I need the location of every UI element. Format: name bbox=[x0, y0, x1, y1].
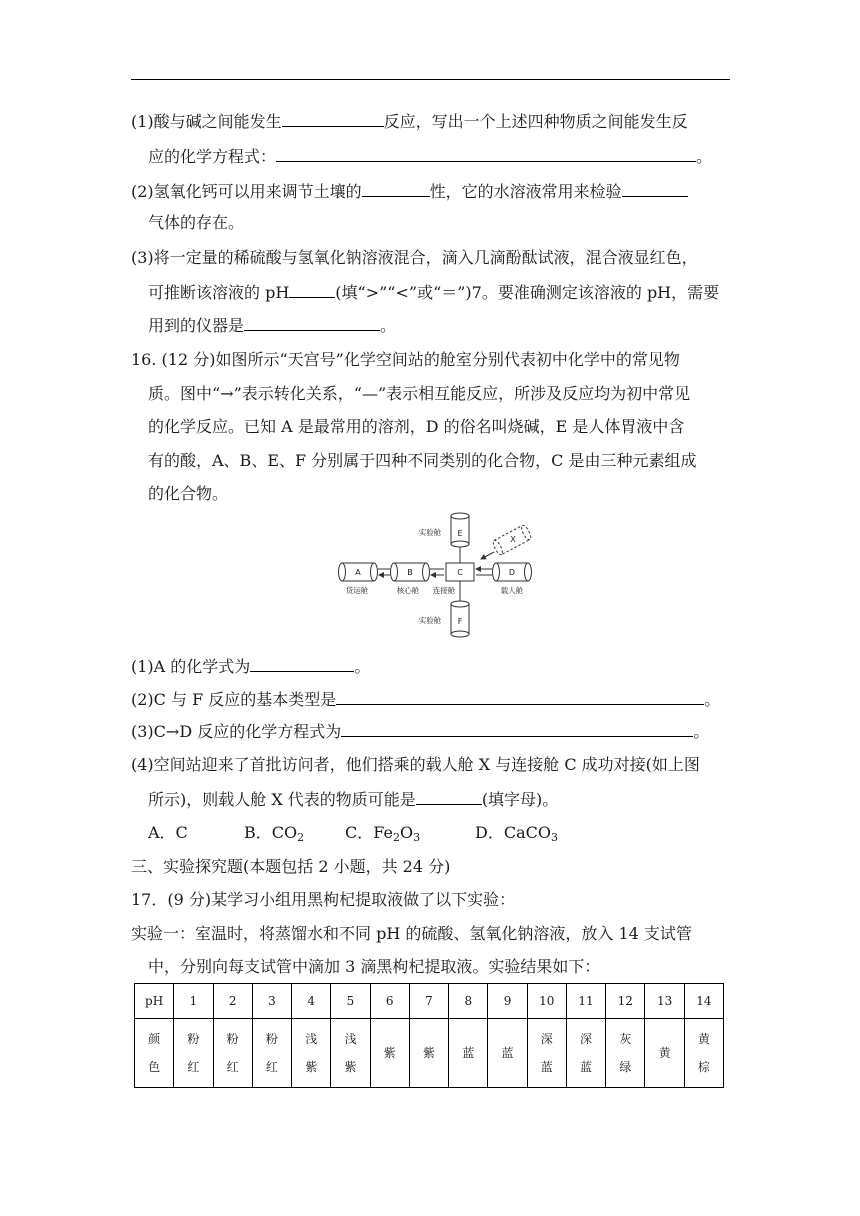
label-core-cabin: 核心舱 bbox=[396, 586, 420, 595]
table-cell-ph: 7 bbox=[409, 984, 448, 1019]
table-cell-color: 黄 棕 bbox=[684, 1019, 723, 1088]
table-cell-color: 黄 bbox=[645, 1019, 684, 1088]
table-cell-color: 浅 紫 bbox=[292, 1019, 331, 1088]
table-cell-color: 深 蓝 bbox=[566, 1019, 605, 1088]
label-crew-cabin: 载人舱 bbox=[500, 586, 524, 595]
q15-part3-line1: (3)将一定量的稀硫酸与氢氧化钠溶液混合，滴入几滴酚酞试液，混合液显红色， bbox=[131, 248, 698, 267]
label-connect-cabin: 连接舱 bbox=[432, 586, 456, 595]
ph-color-table bbox=[134, 983, 724, 1088]
q16-part3: (3)C→D 反应的化学方程式为 。 bbox=[131, 722, 710, 741]
cabin-f-top bbox=[451, 601, 469, 607]
q16-option-a: A．C bbox=[148, 823, 188, 842]
cabin-a-front bbox=[371, 563, 378, 581]
answer-blank[interactable] bbox=[276, 145, 696, 162]
table-header-color: 颜 色 bbox=[135, 1019, 174, 1088]
q16-intro-line5: 的化合物。 bbox=[148, 484, 229, 503]
table-cell-ph: 11 bbox=[566, 984, 605, 1019]
answer-blank[interactable] bbox=[416, 788, 482, 805]
q16-option-d: D．CaCO$_3$ bbox=[475, 823, 558, 844]
q15-part3-line2: 可推断该溶液的 pH (填“>”“<”或“＝”)7。要准确测定该溶液的 pH，需要 bbox=[148, 283, 720, 302]
arrow-x-to-c bbox=[481, 552, 494, 559]
q15-part1-line2: 应的化学方程式： 。 bbox=[148, 147, 713, 166]
table-cell-ph: 2 bbox=[213, 984, 252, 1019]
answer-blank[interactable] bbox=[336, 688, 704, 705]
q17-exp1-line1: 实验一：室温时，将蒸馏水和不同 pH 的硫酸、氢氧化钠溶液，放入 14 支试管 bbox=[131, 924, 692, 943]
q15-p1-text-c: 应的化学方程式： bbox=[148, 147, 277, 166]
q17-exp1-line2: 中，分别向每支试管中滴加 3 滴黑枸杞提取液。实验结果如下： bbox=[148, 957, 601, 976]
table-cell-ph: 9 bbox=[488, 984, 527, 1019]
answer-blank[interactable] bbox=[622, 180, 688, 197]
table-cell-ph: 1 bbox=[174, 984, 213, 1019]
table-cell-color: 蓝 bbox=[488, 1019, 527, 1088]
table-cell-color: 粉 红 bbox=[252, 1019, 291, 1088]
q16-intro-line1: 16. (12 分)如图所示“天宫号”化学空间站的舱室分别代表初中化学中的常见物 bbox=[131, 350, 680, 369]
label-cargo-cabin: 货运舱 bbox=[345, 586, 369, 595]
cabin-d-end bbox=[493, 563, 500, 581]
q15-part1-line1 bbox=[131, 110, 688, 133]
q16-part4-line2: 所示)，则载人舱 X 代表的物质可能是 (填字母)。 bbox=[148, 790, 559, 809]
cabin-e-bottom bbox=[451, 541, 469, 547]
q17-intro: 17．(9 分)某学习小组用黑枸杞提取液做了以下实验： bbox=[131, 890, 516, 909]
table-row-ph bbox=[135, 984, 724, 1019]
label-exp-cabin-top: 实验舱 bbox=[418, 528, 442, 537]
q16-part1: (1)A 的化学式为 。 bbox=[131, 657, 371, 676]
node-label-c: C bbox=[457, 568, 463, 577]
q16-intro-line3: 的化学反应。已知 A 是最常用的溶剂，D 的俗名叫烧碱，E 是人体胃液中含 bbox=[148, 417, 685, 436]
table-cell-ph: 12 bbox=[606, 984, 645, 1019]
q15-p2-text-a: (2)氢氧化钙可以用来调节土壤的 bbox=[131, 182, 362, 201]
cabin-a-end bbox=[339, 563, 346, 581]
table-cell-ph: 5 bbox=[331, 984, 370, 1019]
q15-p1-text-b: 反应，写出一个上述四种物质之间能发生反 bbox=[383, 112, 688, 131]
table-cell-ph: 13 bbox=[645, 984, 684, 1019]
space-station-diagram bbox=[336, 512, 536, 642]
q15-p1-text-a: (1)酸与碱之间能发生 bbox=[131, 112, 282, 131]
table-cell-ph: 3 bbox=[252, 984, 291, 1019]
answer-blank[interactable] bbox=[282, 110, 384, 127]
table-cell-color: 粉 红 bbox=[174, 1019, 213, 1088]
q16-part2: (2)C 与 F 反应的基本类型是 。 bbox=[131, 690, 721, 709]
table-cell-color: 粉 红 bbox=[213, 1019, 252, 1088]
table-cell-color: 浅 紫 bbox=[331, 1019, 370, 1088]
q15-part2-line1 bbox=[131, 180, 688, 203]
q16-option-c: C．$Fe_2O_3$ bbox=[345, 823, 421, 844]
cabin-b-end bbox=[391, 563, 398, 581]
table-cell-ph: 14 bbox=[684, 984, 723, 1019]
q15-part2-line2: 气体的存在。 bbox=[148, 213, 245, 232]
table-cell-color: 紫 bbox=[409, 1019, 448, 1088]
table-cell-color: 灰 绿 bbox=[606, 1019, 645, 1088]
answer-blank[interactable] bbox=[244, 314, 380, 331]
answer-blank[interactable] bbox=[250, 655, 354, 672]
node-label-f: F bbox=[457, 617, 463, 626]
label-exp-cabin-bottom: 实验舱 bbox=[418, 616, 442, 625]
node-label-a: A bbox=[355, 568, 361, 577]
table-cell-ph: 8 bbox=[449, 984, 488, 1019]
node-label-x: X bbox=[510, 535, 516, 544]
node-label-b: B bbox=[407, 568, 413, 577]
answer-blank[interactable] bbox=[362, 180, 430, 197]
answer-blank[interactable] bbox=[289, 281, 335, 298]
section-3-heading: 三、实验探究题(本题包括 2 小题，共 24 分) bbox=[131, 857, 451, 876]
table-cell-ph: 6 bbox=[370, 984, 409, 1019]
cabin-d-front bbox=[525, 563, 532, 581]
q15-p2-text-b: 性，它的水溶液常用来检验 bbox=[429, 182, 622, 201]
table-cell-color: 深 蓝 bbox=[527, 1019, 566, 1088]
q16-part4-line1: (4)空间站迎来了首批访问者，他们搭乘的载人舱 X 与连接舱 C 成功对接(如上图 bbox=[131, 755, 700, 774]
table-header-ph: pH bbox=[135, 984, 174, 1019]
node-label-e: E bbox=[457, 529, 463, 538]
cabin-e-top bbox=[451, 513, 469, 519]
q16-intro-line4: 有的酸，A、B、E、F 分别属于四种不同类别的化合物，C 是由三种元素组成 bbox=[148, 451, 697, 470]
node-label-d: D bbox=[508, 568, 516, 577]
q16-intro-line2: 质。图中“→”表示转化关系，“—”表示相互能反应，所涉及反应均为初中常见 bbox=[148, 384, 691, 403]
answer-blank[interactable] bbox=[341, 720, 693, 737]
table-cell-color: 紫 bbox=[370, 1019, 409, 1088]
table-row-color bbox=[135, 1019, 724, 1088]
header-rule bbox=[131, 79, 730, 80]
cabin-f-bottom bbox=[451, 631, 469, 637]
table-cell-color: 蓝 bbox=[449, 1019, 488, 1088]
q15-part3-line3: 用到的仪器是 。 bbox=[148, 316, 397, 335]
table-cell-ph: 4 bbox=[292, 984, 331, 1019]
cabin-b-front bbox=[423, 563, 430, 581]
table-cell-ph: 10 bbox=[527, 984, 566, 1019]
q16-option-b: B．$CO_2$ bbox=[244, 823, 305, 844]
